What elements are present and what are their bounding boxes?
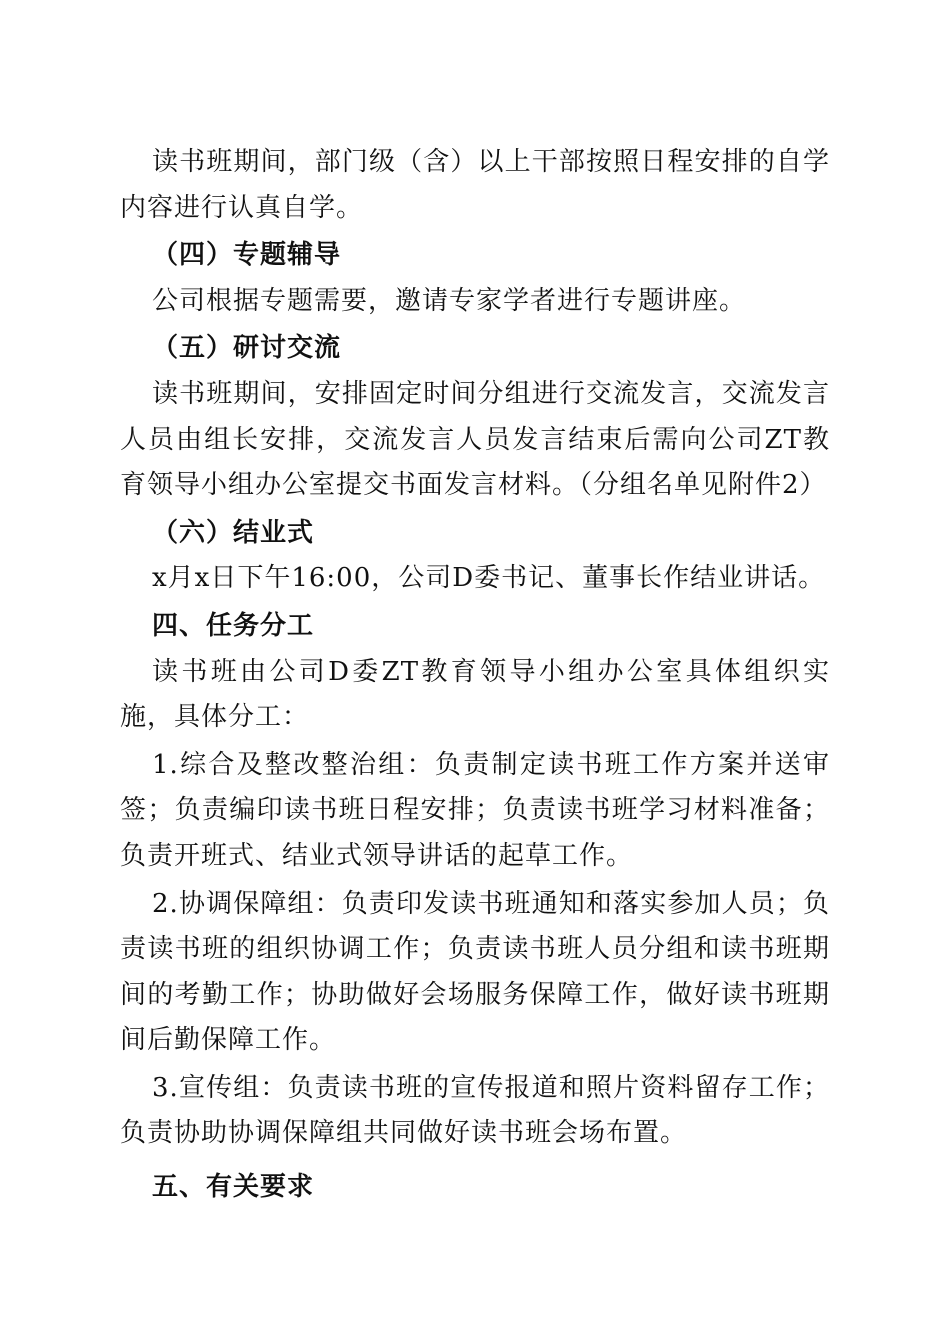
- paragraph-task-division-intro: 读书班由公司D委ZT教育领导小组办公室具体组织实施，具体分工：: [120, 656, 830, 733]
- heading-special-tutoring: （四）专题辅导: [152, 240, 342, 271]
- paragraph-self-study: 读书班期间，部门级（含）以上干部按照日程安排的自学内容进行认真自学。: [120, 147, 830, 223]
- document-body: [120, 140, 830, 1211]
- heading-seminar-exchange: （五）研讨交流: [152, 333, 342, 364]
- list-item-coordination-group: 2.协调保障组：负责印发读书班通知和落实参加人员；负责读书班的组织协调工作；负责读书班人员分组和读书班期间的考勤工作；协助做好会场服务保障工作，做好读书班期间后勤保障工作。: [120, 888, 830, 1056]
- paragraph-special-tutoring: 公司根据专题需要，邀请专家学者进行专题讲座。: [152, 285, 747, 316]
- list-item-comprehensive-group: 1.综合及整改整治组：负责制定读书班工作方案并送审签；负责编印读书班日程安排；负责读书班学习材料准备；负责开班式、结业式领导讲话的起草工作。: [120, 749, 830, 871]
- section-heading-requirements: 五、有关要求: [152, 1172, 315, 1203]
- section-heading-task-division: 四、任务分工: [152, 610, 315, 641]
- heading-closing-ceremony: （六）结业式: [152, 517, 315, 548]
- list-item-publicity-group: 3.宣传组：负责读书班的宣传报道和照片资料留存工作；负责协助协调保障组共同做好读书班会场布置。: [120, 1072, 830, 1149]
- paragraph-seminar-exchange: 读书班期间，安排固定时间分组进行交流发言，交流发言人员由组长安排，交流发言人员发言结束后需向公司ZT教育领导小组办公室提交书面发言材料。（分组名单见附件2）: [120, 378, 830, 501]
- paragraph-closing-ceremony: x月x日下午16:00，公司D委书记、董事长作结业讲话。: [152, 563, 826, 594]
